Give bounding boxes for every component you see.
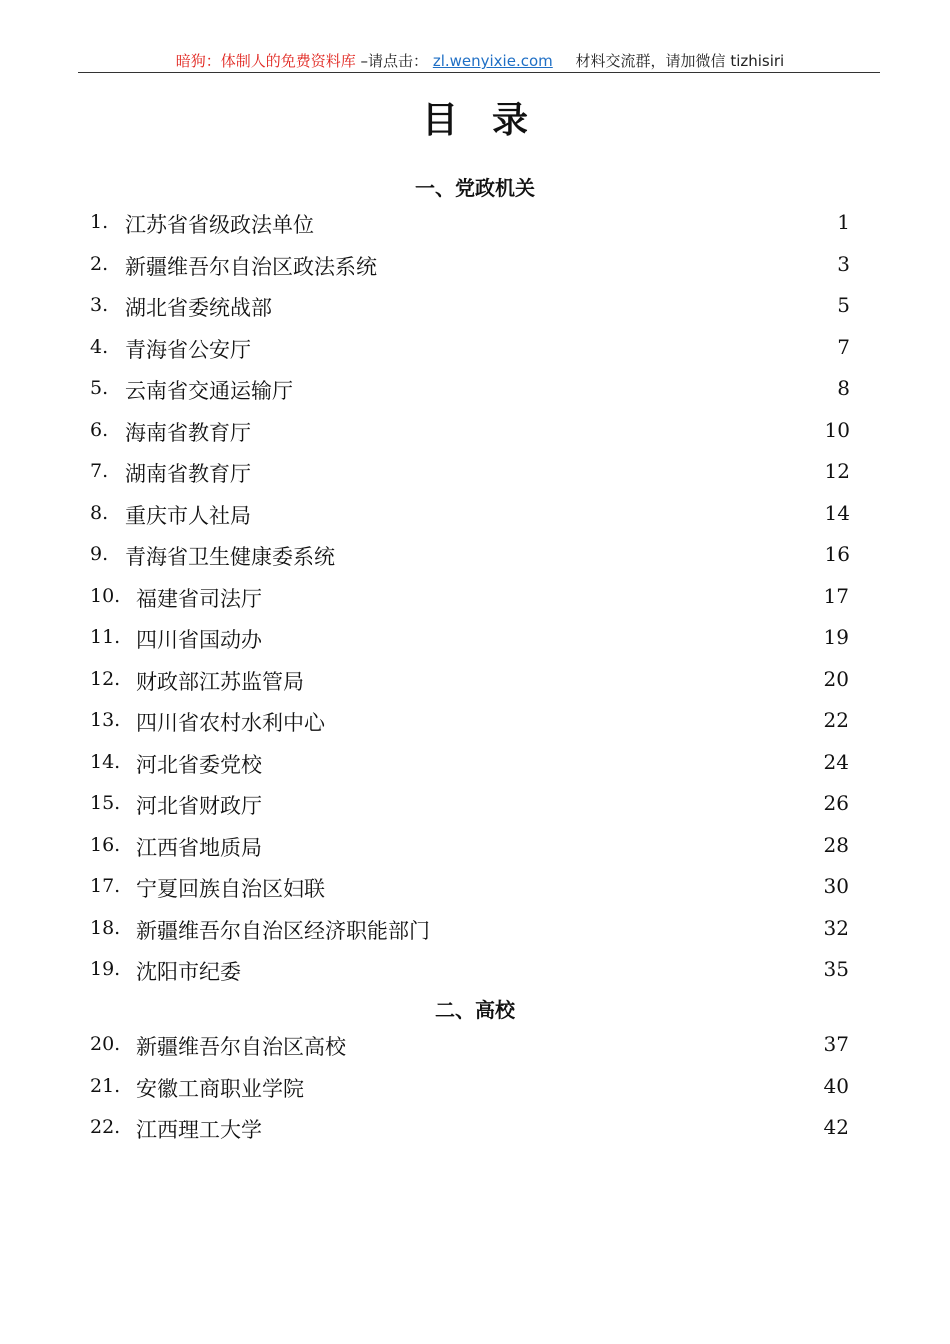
- toc-entry-label: 湖南省教育厅: [125, 462, 251, 486]
- toc-entry-number: 18.: [90, 917, 121, 939]
- toc-entry-page: 1: [837, 210, 850, 234]
- toc-entry-page: 17: [823, 584, 849, 608]
- page-header: [80, 50, 880, 72]
- toc-entry-page: 19: [823, 625, 849, 649]
- toc-entry[interactable]: [0, 541, 950, 571]
- toc-entry[interactable]: [0, 334, 950, 364]
- section-heading: 二、高校: [435, 998, 515, 1022]
- toc-entry-number: 19.: [90, 958, 121, 980]
- toc-entry-number: 9.: [90, 543, 109, 565]
- header-link[interactable]: zl.wenyixie.com: [432, 52, 553, 70]
- toc-entry-page: 28: [823, 833, 849, 857]
- toc-entry-label: 新疆维吾尔自治区高校: [136, 1035, 346, 1059]
- toc-entry-page: 12: [824, 459, 850, 483]
- toc-entry-label: 河北省委党校: [136, 753, 262, 777]
- toc-entry-number: 5.: [90, 377, 109, 399]
- toc-entry[interactable]: [0, 956, 950, 986]
- toc-entry[interactable]: [0, 209, 950, 239]
- toc-entry-label: 安徽工商职业学院: [136, 1077, 304, 1101]
- toc-entry-label: 新疆维吾尔自治区政法系统: [125, 255, 377, 279]
- toc-entry[interactable]: [0, 707, 950, 737]
- toc-entry-number: 3.: [90, 294, 109, 316]
- toc-entry-number: 20.: [90, 1033, 121, 1055]
- toc-entry[interactable]: [0, 624, 950, 654]
- page-title: 目录: [421, 100, 562, 141]
- toc-entry[interactable]: [0, 417, 950, 447]
- toc-entry-label: 湖北省委统战部: [125, 296, 272, 320]
- toc-entry-page: 37: [823, 1032, 849, 1056]
- toc-entry-number: 1.: [90, 211, 109, 233]
- toc-entry-label: 沈阳市纪委: [136, 960, 241, 984]
- toc-entry-label: 海南省教育厅: [125, 421, 251, 445]
- toc-entry-page: 32: [823, 916, 849, 940]
- toc-entry-page: 10: [824, 418, 850, 442]
- toc-entry-number: 8.: [90, 502, 109, 524]
- header-brand: 暗狗：体制人的免费资料库: [175, 52, 356, 70]
- toc-entry-number: 13.: [90, 709, 121, 731]
- toc-entry-number: 6.: [90, 419, 109, 441]
- toc-entry-label: 青海省卫生健康委系统: [125, 545, 335, 569]
- header-prompt: –请点击：: [355, 52, 429, 70]
- toc-entry-label: 云南省交通运输厅: [125, 379, 293, 403]
- toc-entry[interactable]: [0, 1114, 950, 1144]
- toc-entry-label: 江苏省省级政法单位: [125, 213, 314, 237]
- toc-entry-number: 15.: [90, 792, 121, 814]
- toc-entry-number: 14.: [90, 751, 121, 773]
- toc-entry-number: 21.: [90, 1075, 121, 1097]
- toc-entry[interactable]: [0, 915, 950, 945]
- toc-entry-page: 22: [823, 708, 849, 732]
- toc-entry-page: 20: [823, 667, 849, 691]
- toc-entry-page: 40: [823, 1074, 849, 1098]
- toc-entry-page: 16: [824, 542, 850, 566]
- toc-entry[interactable]: [0, 1031, 950, 1061]
- header-contact: 材料交流群，请加微信 tizhisiri: [575, 52, 785, 70]
- toc-entry[interactable]: [0, 790, 950, 820]
- toc-entry-label: 河北省财政厅: [136, 794, 262, 818]
- section-heading: 一、党政机关: [415, 176, 535, 200]
- toc-entry-page: 7: [837, 335, 850, 359]
- toc-entry-number: 16.: [90, 834, 121, 856]
- toc-entry-page: 3: [837, 252, 850, 276]
- toc-entry[interactable]: [0, 666, 950, 696]
- toc-entry-page: 30: [823, 874, 849, 898]
- toc-entry-label: 新疆维吾尔自治区经济职能部门: [136, 919, 430, 943]
- toc-entry[interactable]: [0, 749, 950, 779]
- toc-entry-page: 42: [823, 1115, 849, 1139]
- toc-entry-page: 26: [823, 791, 849, 815]
- toc-entry[interactable]: [0, 251, 950, 281]
- toc-entry-page: 8: [837, 376, 850, 400]
- toc-entry-label: 青海省公安厅: [125, 338, 251, 362]
- toc-entry-number: 10.: [90, 585, 121, 607]
- toc-entry-label: 江西省地质局: [136, 836, 262, 860]
- toc-entry-label: 四川省农村水利中心: [136, 711, 325, 735]
- header-divider: [78, 72, 880, 73]
- toc-entry-page: 5: [837, 293, 850, 317]
- toc-entry[interactable]: [0, 1073, 950, 1103]
- toc-entry-number: 22.: [90, 1116, 121, 1138]
- toc-entry-number: 7.: [90, 460, 109, 482]
- toc-entry-label: 福建省司法厅: [136, 587, 262, 611]
- toc-entry[interactable]: [0, 832, 950, 862]
- toc-entry[interactable]: [0, 500, 950, 530]
- toc-entry-label: 重庆市人社局: [125, 504, 251, 528]
- toc-entry-label: 四川省国动办: [136, 628, 262, 652]
- toc-entry[interactable]: [0, 375, 950, 405]
- toc-entry[interactable]: [0, 292, 950, 322]
- toc-entry[interactable]: [0, 873, 950, 903]
- toc-entry[interactable]: [0, 458, 950, 488]
- toc-entry-page: 14: [824, 501, 850, 525]
- toc-entry-number: 4.: [90, 336, 109, 358]
- toc-entry[interactable]: [0, 583, 950, 613]
- toc-entry-label: 财政部江苏监管局: [136, 670, 304, 694]
- toc-entry-number: 11.: [90, 626, 121, 648]
- toc-entry-number: 2.: [90, 253, 109, 275]
- toc-entry-page: 24: [823, 750, 849, 774]
- toc-entry-page: 35: [823, 957, 849, 981]
- toc-entry-number: 17.: [90, 875, 121, 897]
- toc-entry-label: 江西理工大学: [136, 1118, 262, 1142]
- toc-entry-label: 宁夏回族自治区妇联: [136, 877, 325, 901]
- toc-entry-number: 12.: [90, 668, 121, 690]
